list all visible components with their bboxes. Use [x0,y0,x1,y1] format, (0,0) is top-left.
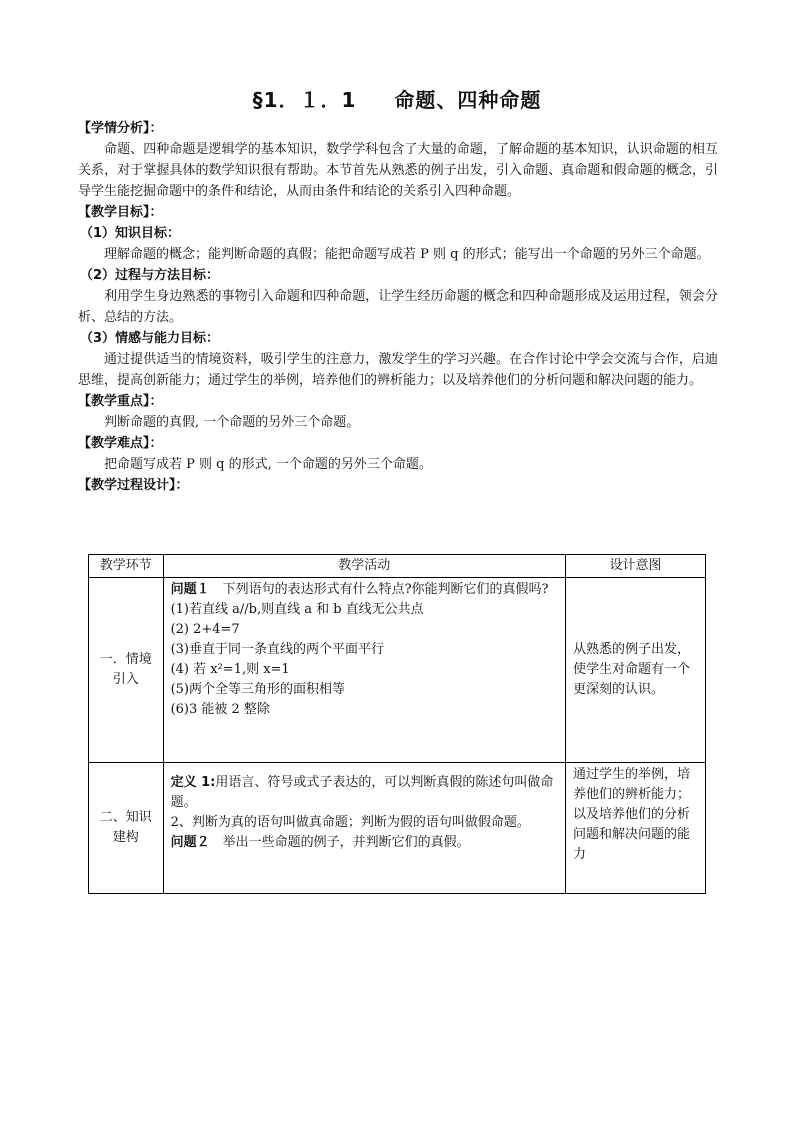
question-1-label: 问题１ [170,582,210,597]
page-title [0,84,794,113]
section-number: §1．１．1 [252,88,357,112]
lesson-content [78,118,718,496]
difficulties-body: 把命题写成若 P 则 q 的形式, 一个命题的另外三个命题。 [104,457,432,472]
list-item: (4) 若 x²=1,则 x=1 [170,662,290,677]
section-title: 命题、四种命题 [394,88,542,112]
activity-cell [163,763,565,894]
intent-cell [566,578,706,763]
analysis-heading: 【学情分析】： [78,121,163,136]
question-2-label: 问题２ [170,835,210,850]
activity-cell [163,578,565,763]
table-row [89,578,706,763]
intent-text: 通过学生的举例，培养他们的辨析能力；以及培养他们的分析问题和解决问题的能力 [573,767,691,862]
definition-line-2: 2、判断为真的语句叫做真命题；判断为假的语句叫做假命题。 [170,815,530,830]
question-2-text: 举出一些命题的例子，并判断它们的真假。 [209,835,470,850]
question-1-text: 下列语句的表达形式有什么特点?你能判断它们的真假吗? [209,582,549,597]
list-item: (6)3 能被 2 整除 [170,702,270,717]
key-points-body: 判断命题的真假, 一个命题的另外三个命题。 [104,415,360,430]
definition-text: 用语言、符号或式子表达的，可以判断真假的陈述句叫做命题。 [170,775,554,810]
definition-1 [171,773,558,813]
list-item: (3)垂直于同一条直线的两个平面平行 [170,642,384,657]
list-item: (5)两个全等三角形的面积相等 [170,682,345,697]
lesson-plan-table [88,554,706,894]
table-header-row [89,555,706,578]
intent-text: 从熟悉的例子出发，使学生对命题有一个更深刻的认识。 [573,642,691,697]
header-activity: 教学活动 [163,555,565,578]
question-1 [171,580,558,600]
question-2 [171,833,558,853]
key-points-heading: 【教学重点】： [78,394,163,409]
process-goal-label: （2）过程与方法目标： [80,268,220,283]
stage-cell [89,763,164,894]
knowledge-goal-label: （1）知识目标： [80,226,181,241]
difficulties-heading: 【教学难点】： [78,436,163,451]
intent-cell [566,763,706,894]
stage-label: 一．情境 引入 [99,652,152,687]
table-row [89,763,706,894]
list-item: (2) 2+4=7 [170,622,240,637]
stage-cell [89,578,164,763]
emotion-goal-label: （3）情感与能力目标： [80,331,220,346]
process-design-heading: 【教学过程设计】： [78,478,189,493]
stage-label: 二、知识 建构 [99,810,152,845]
definition-label: 定义 1: [170,775,216,790]
goals-heading: 【教学目标】： [78,205,163,220]
analysis-body: 命题、四种命题是逻辑学的基本知识，数学学科包含了大量的命题，了解命题的基本知识，认识命题的相互关系，对于掌握具体的数学知识很有帮助。本节首先从熟悉的例子出发，引入命题、真命题和假命题的概念，引导学生能挖掘命题中的条件和结论，从而由条件和结论的关系引入四种命题。 [78,142,718,199]
header-stage: 教学环节 [89,555,164,578]
header-intent: 设计意图 [566,555,706,578]
knowledge-goal-body: 理解命题的概念；能判断命题的真假；能把命题写成若 P 则 q 的形式；能写出一个命题的另外三个命题。 [104,247,710,262]
list-item: (1)若直线 a//b,则直线 a 和 b 直线无公共点 [170,602,424,617]
emotion-goal-body: 通过提供适当的情境资料，吸引学生的注意力，激发学生的学习兴趣。在合作讨论中学会交流与合作，启迪思维，提高创新能力；通过学生的举例，培养他们的辨析能力；以及培养他们的分析问题和解决问题的能力。 [78,352,718,388]
process-goal-body: 利用学生身边熟悉的事物引入命题和四种命题，让学生经历命题的概念和四种命题形成及运用过程，领会分析、总结的方法。 [78,289,718,325]
